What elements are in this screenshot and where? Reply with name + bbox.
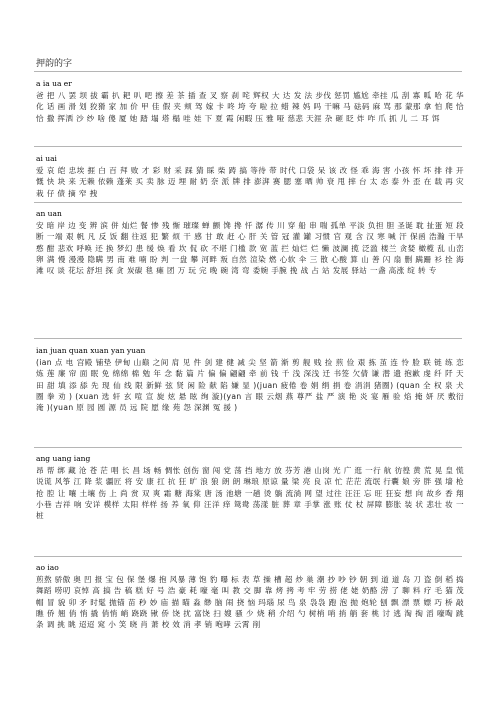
section-divider: [34, 202, 462, 203]
rhyme-section-an: [36, 209, 464, 276]
section-heading: a ia ua er: [36, 79, 72, 88]
rhyme-section-a: [36, 79, 464, 124]
section-heading: ai uai: [36, 154, 57, 163]
section-heading: ang uang iang: [36, 454, 91, 463]
title-divider: [34, 71, 462, 72]
section-body: 安 暗 岸 边 变 辨 滨 併 灿烂 餐 惨 残 惭 璀璨 蝉 颤 馋 搀 忏 潺 传 川 穿 船 串 喘 孤单 平淡 负担 胆 圣诞 耽 扯蛋 短 段 断 一端 艰 帆 凡 反 饭 翻 往返 犯 繁 烦 干 感 甘 敢 赶 心 肝 关 管 冠 灌 罐 习惯 官 观 含 汉 寒 喊 汗 保函 浩瀚 干旱 憨 酣 悲欢 呼唤 还 换 梦幻 患 缓 焕 看 坎 侃 砍 不堪 门槛 款 宽 蓝 拦 灿烂 烂 懒 波澜 揽 泛滥 楼兰 贪婪 橄榄 乱 山峦 卵 满 慢 漫漫 隐瞒 男 南 难 喃 盼 判 一盘 攀 河畔 叛 自然 渲染 燃 心软 伞 三 散 心酸 算 山 善 闪 扇 删 蹒跚 衫 拴 海滩 叹 谈 花坛 舒坦 探 贪 炭碳 毯 瘫 团 万 玩 完 晚 碗 湾 弯 委婉 手腕 挽 战 占 站 发展 驿站 一盏 高涨 绽 转 专: [36, 221, 464, 276]
section-body: 煎熬 骄傲 奥 凹 报 宝 包 保 堡 爆 抱 风暴 薄 饱 豹 曝 标 表 草 操 槽 超 炒 巢 潮 抄 吵 钞 朝 到 道 道 岛 刀 盗 倒 稻 捣 舞蹈 唠叨 哀悼 高 搞 告 稿 糕 好 号 浩 豪 耗 嚎 毫 叫 教 交 脚 靠 烤 拷 考 牢 劳 捞 佬 姥 奶酪 涝 了 聊 料 疗 毛 猫 茂 帽 冒 貌 卯 矛 时髦 抛锚 苗 秒 妙 庙 描 瞄 淼 缈 脑 闹 挠 恼 玛瑙 尿 鸟 泉 袅袅 跑 泡 抛 炮轮 刨 飘 漂 票 嫖 巧 桥 敲 瞧 侨 翘 俏 悄 撬 俏悄 峭 跷跷 锹 侨 饶 扰 富饶 扫 嫂 骚 少 烧 稍 介绍 勺 树梢 哨 捎 艄 套 桃 讨 逃 淘 掏 滔 嚎啕 跳 条 调 挑 眺 迢迢 窕 小 笑 晓 肖 萧 校 效 消 孝 销 咆哮 云霄 削: [36, 575, 464, 630]
section-divider: [34, 556, 462, 557]
section-divider: [34, 146, 462, 147]
section-heading: ao iao: [36, 563, 59, 572]
section-divider: [34, 447, 462, 448]
section-divider: [34, 338, 462, 339]
section-body: 昂 帮 绑 藏 沧 苍 茫 唱 长 昌 场 畅 惆怅 创伤 窗 闯 党 荡 挡 地方 放 芬芳 港 山岗 光 广 逛 一行 航 彷徨 黄 荒 晃 皇 慌 说谎 风筝 江 降 浆 疆匠 将 安 康 扛 抗 狂 旷 浪 狼 朗 朗 琳琅 原谅 量 梁 亮 良 凉 忙 茫茫 流氓 行囊 娘 旁 胖 强 墙 枪 抢 腔 让 嚷 土壤 伤 上 尚 赏 双 爽 霜 糖 海棠 唐 汤 池塘 一趟 烫 躺 流淌 网 望 过往 汪汪 忘 旺 狂妄 想 向 故乡 香 翔 小巷 吉祥 响 安详 模样 太阳 样样 扬 养 氧 仰 汪洋 痒 鸳鸯 荡漾 脏 葬 章 手掌 涨 账 仗 杖 屏障 膨胀 装 状 悲壮 妆 一桩: [36, 466, 464, 521]
section-body: 爸 把 八 罢 坝 拔 霸 扒 耙 叭 吧 擦 差 茶 插 查 叉 察 刹 咤 辉权 大 达 发 法 步伐 惩罚 尴尬 牵挂 瓜 刮 寡 呱 哈 花 华 化 话 画 滑 划 狡猾 家 加 价 甲 佳 假 夹 颊 驾 嫁 卡 咚 垮 夸 啦 拉 蜡 辣 妈 吗 干嘛 马 砝码 麻 骂 那 蒙那 拿 怕 爬 恰恰 撒 挥洒 沙 纱 啥 傻 厦 她 踏 塌 塔 榻 哇 娃 下 夏 霞 闲暇 压 雅 哑 慈悲 天涯 杂 砸 眨 炸 咋 爪 抓 儿 二 耳 饵: [36, 91, 464, 123]
rhyme-section-ao: [36, 563, 464, 630]
rhyme-section-ang: [36, 454, 464, 521]
section-heading: ian juan quan xuan yan yuan: [36, 346, 146, 355]
section-heading: an uan: [36, 209, 62, 218]
section-body: 爱 哀 皑 忠埃 捱 白 百 拜 败 才 彩 财 采 踩 猜 睬 柴 踌 搞 等待 带 时代 口袋 呆 该 改 怪 乖 海 害 小孩 怀 坏 排 徘 开 慨 快 块 来 无赖 依赖 蓬莱 买 卖 脉 迈 埋 耐 奶 奈 派 牌 排 澎湃 赛 腮 塞 晒 帅 衰 甩 摔 台 太 态 泰 外 歪 在 载 再 灾 栽 仔 债 摘 窄 拽: [36, 166, 464, 198]
page-title: 押韵的字: [36, 59, 73, 69]
section-body: (ian 点 电 宫殿 铺垫 伊甸 山巅 之间 肩 见 件 剑 建 健 减 尖 坚 箭 渐 剪 舰 贱 捡 煎 俭 艰 拣 茧 连 怜 脸 联 链 练 恋 炼 莲 廉 帘 面 眠 免 绵绵 棉 勉 年 念 黏 篇 片 偏 偏 翩翩 牵 前 钱 千 浅 深浅 迁 书签 欠倩 谦 潜 遗 抱歉 虔 纤 阡 天 田 甜 填 添 舔 先 现 仙 线 限 新鲜 弦 贤 闲 险 献 陷 嫌 显 )(juan 疲倦 卷 娟 绢 捐 卷 涓涓 猪圈) (quan 全 权 泉 犬 圈 拳 劝 ) (xuan 选 轩 玄 喧 宣 旋 炫 悬 眩 绚 漩)(yan 言 眼 云烟 燕 尊严 盐 严 演 艳 炎 宴 雁 验 焰 掩 妍 厌 敷衍 淹 )(yuan 原 园 圆 源 员 远 院 愿 缘 苑 怨 深渊 冤 援 ): [36, 358, 464, 413]
rhyme-section-ai: [36, 154, 464, 199]
rhyme-section-ian: [36, 346, 464, 413]
